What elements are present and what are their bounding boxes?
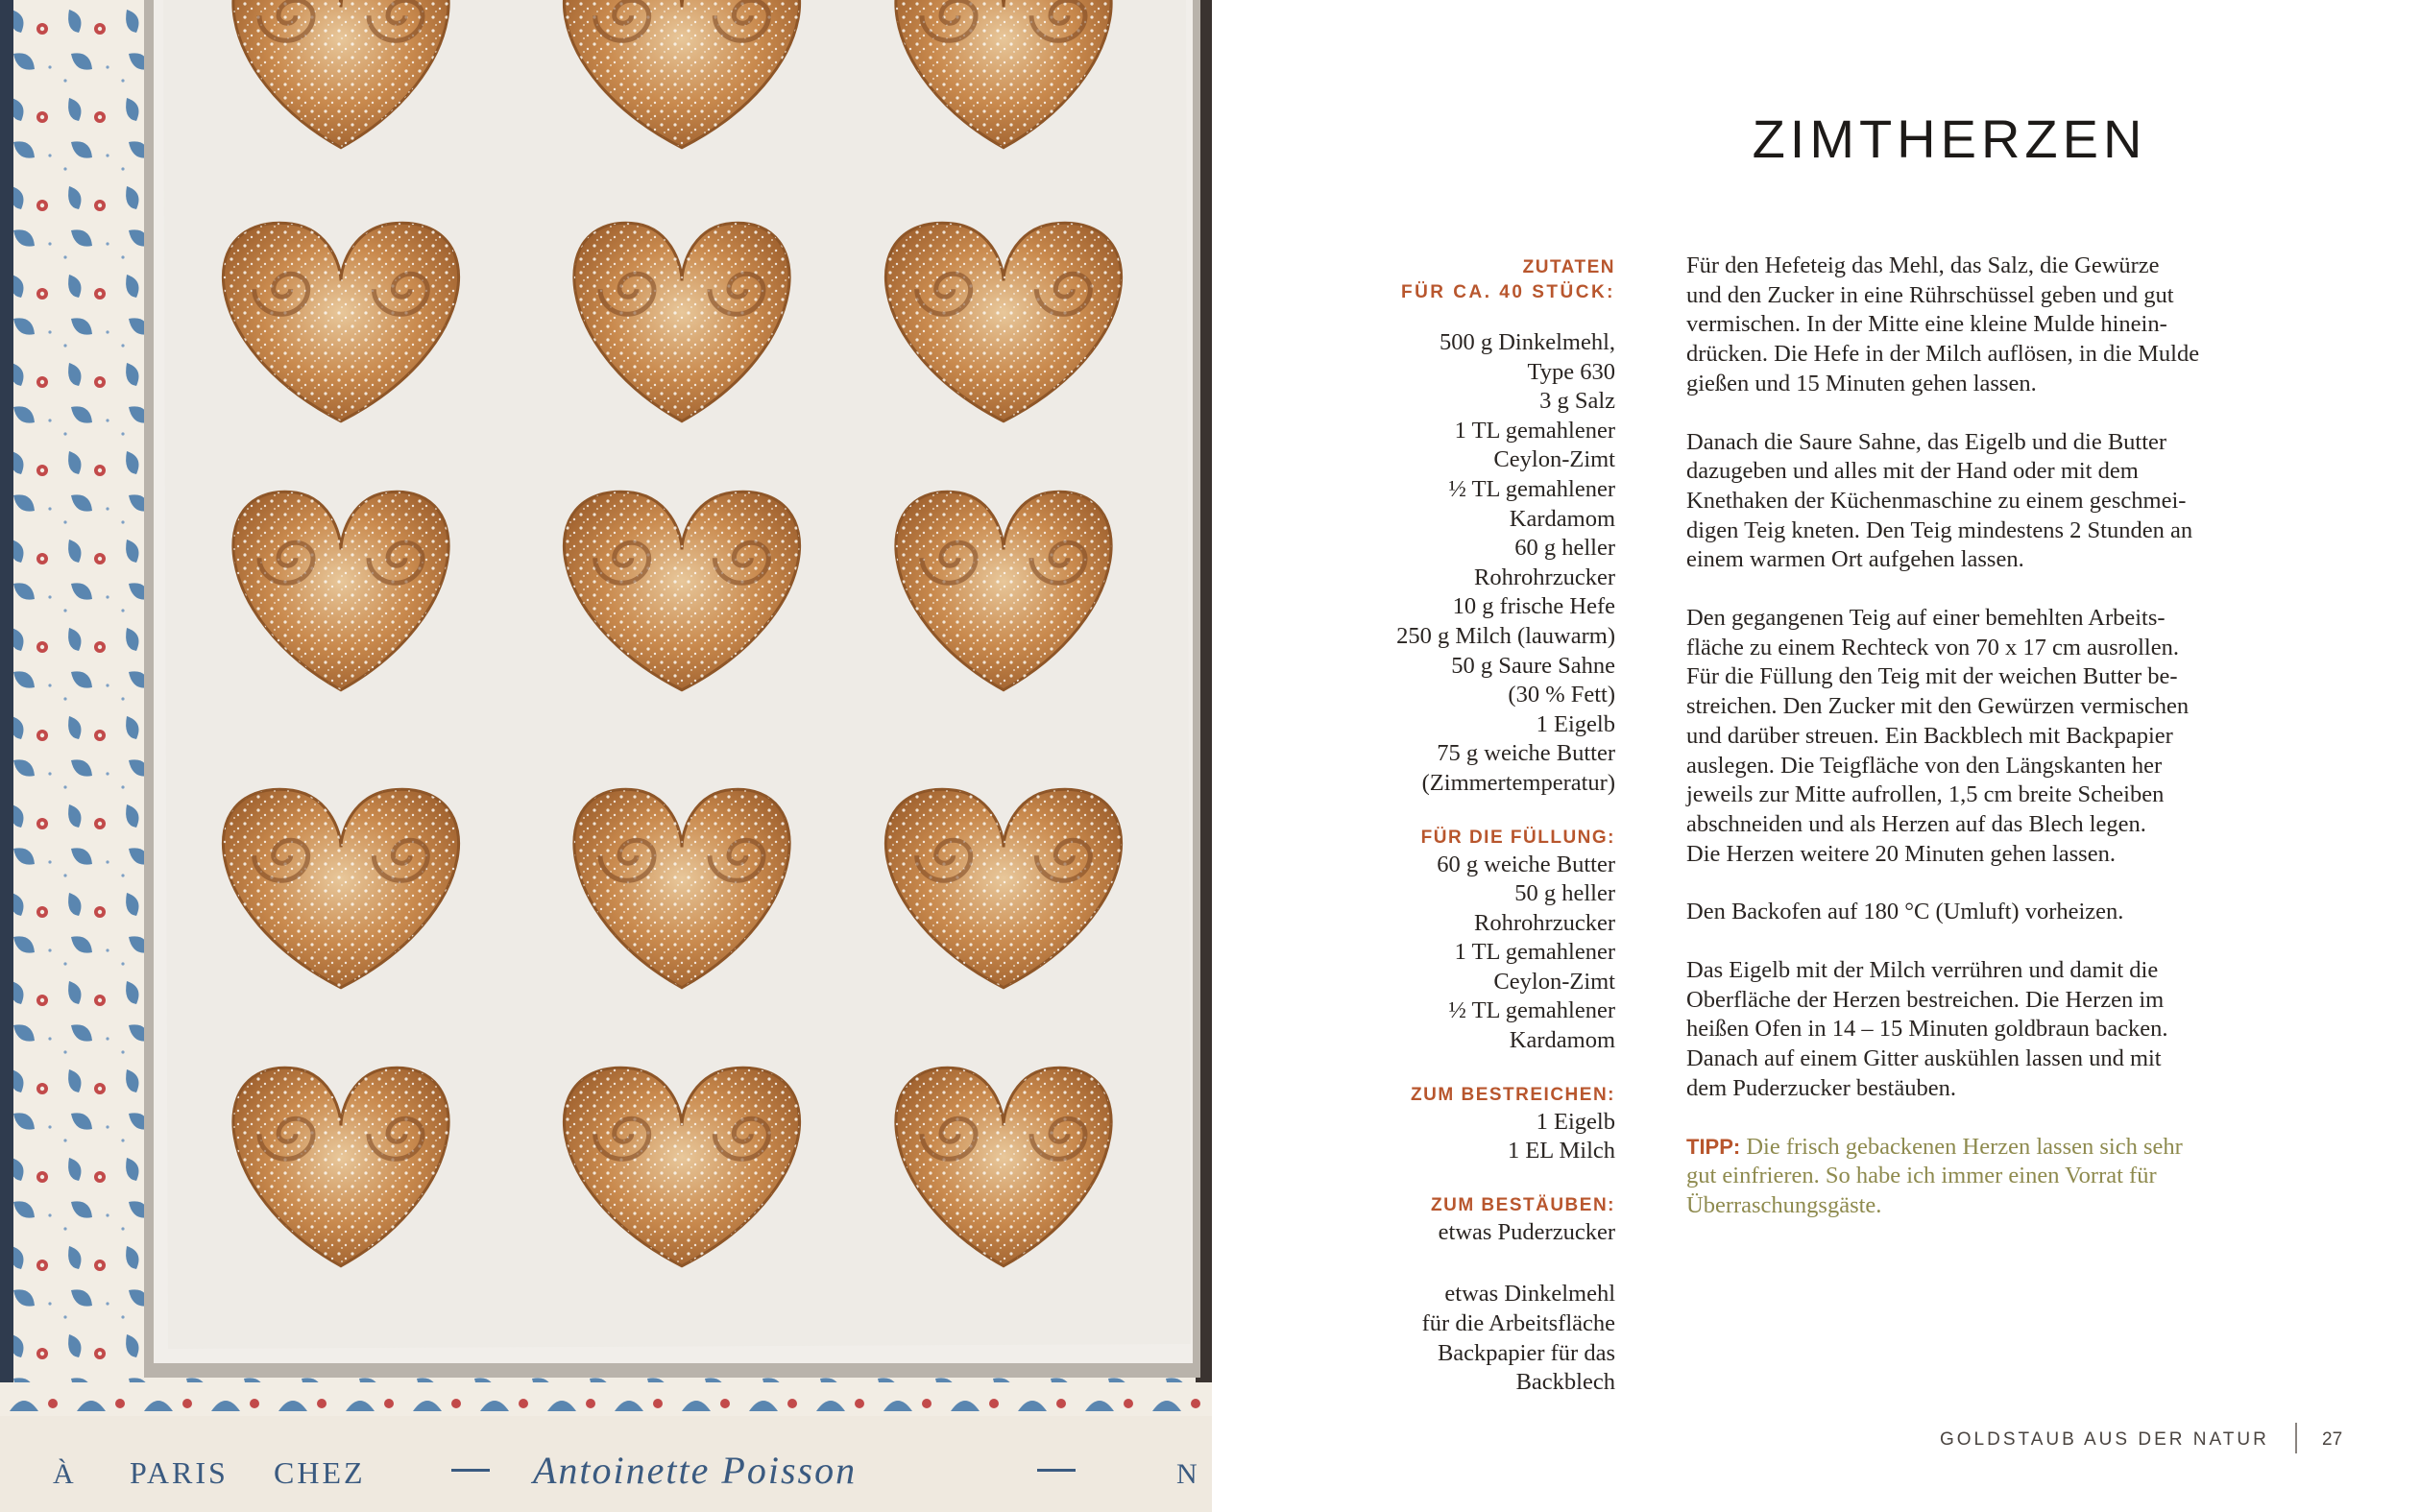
text-line: Danach die Saure Sahne, das Eigelb und die Butter <box>1686 428 2167 455</box>
text-line: Backblech <box>1515 1369 1615 1396</box>
text-line: Den Backofen auf 180 °C (Umluft) vorheizen. <box>1686 899 2124 925</box>
text-line: Kardamom <box>1509 1027 1615 1054</box>
tip-line-2: gut einfrieren. So habe ich immer einen Vorrat für <box>1686 1163 2157 1189</box>
method-column <box>1686 252 2274 1250</box>
text-line: 1 TL gemahlener <box>1454 939 1615 966</box>
tip-paragraph <box>1686 1133 2274 1221</box>
ingredients-column <box>1344 255 1615 1398</box>
text-line: Backpapier für das <box>1437 1339 1615 1366</box>
text-line: etwas Dinkelmehl <box>1444 1281 1615 1308</box>
text-line: Für die Füllung den Teig mit der weichen Butter be- <box>1686 663 2178 690</box>
text-line: 50 g heller <box>1514 880 1615 907</box>
dust-ingredient-list <box>1344 1218 1615 1248</box>
ingredients-heading: ZUTATEN <box>1522 257 1615 277</box>
text-line: 3 g Salz <box>1539 388 1615 415</box>
dough-ingredient-list <box>1344 328 1615 799</box>
text-line: streichen. Den Zucker mit den Gewürzen vermischen <box>1686 693 2190 720</box>
text-line: fläche zu einem Rechteck von 70 x 17 cm ausrollen. <box>1686 634 2179 660</box>
text-line: Kardamom <box>1509 505 1615 532</box>
text-line: Danach auf einem Gitter auskühlen lassen und mit <box>1686 1045 2162 1072</box>
text-line: Das Eigelb mit der Milch verrühren und damit die <box>1686 957 2159 984</box>
text-line: 75 g weiche Butter <box>1437 740 1615 767</box>
tray-text-n: N <box>1176 1458 1198 1490</box>
text-line: Oberfläche der Herzen bestreichen. Die Herzen im <box>1686 986 2165 1013</box>
method-step-5 <box>1686 956 2274 1104</box>
text-line: dazugeben und alles mit der Hand oder mit dem <box>1686 458 2139 485</box>
text-line: abschneiden und als Herzen auf das Blech legen. <box>1686 810 2146 837</box>
text-line: Type 630 <box>1527 358 1615 385</box>
text-line: Die Herzen weitere 20 Minuten gehen lassen. <box>1686 840 2116 867</box>
tray-text-paris: PARIS <box>130 1455 229 1490</box>
dust-heading: ZUM BESTÄUBEN: <box>1431 1194 1615 1215</box>
text-line: vermischen. In der Mitte eine kleine Mulde hinein- <box>1686 311 2167 338</box>
tray-text-chez: CHEZ <box>274 1455 366 1490</box>
recipe-title: ZIMTHERZEN <box>1752 108 2147 169</box>
tip-line-3: Überraschungsgäste. <box>1686 1191 1882 1218</box>
text-line: heißen Ofen in 14 – 15 Minuten goldbraun backen. <box>1686 1016 2168 1043</box>
text-line: 1 EL Milch <box>1507 1138 1615 1164</box>
brush-ingredient-list <box>1344 1108 1615 1166</box>
method-step-3 <box>1686 604 2274 869</box>
yield-heading: FÜR CA. 40 STÜCK: <box>1400 282 1615 302</box>
text-line: (30 % Fett) <box>1508 682 1615 708</box>
footer-divider <box>2295 1423 2297 1453</box>
method-step-2 <box>1686 428 2274 576</box>
page-number: 27 <box>2322 1429 2343 1450</box>
tray-text-antoinette: Antoinette Poisson <box>533 1449 858 1492</box>
text-line: ½ TL gemahlener <box>1448 997 1615 1024</box>
text-line: 250 g Milch (lauwarm) <box>1396 622 1615 649</box>
tip-line-1: Die frisch gebackenen Herzen lassen sich sehr <box>1740 1133 2183 1160</box>
tray-text-a: À <box>53 1458 74 1490</box>
text-line: 500 g Dinkelmehl, <box>1439 329 1615 355</box>
text-line: 60 g weiche Butter <box>1437 851 1615 877</box>
text-line: gießen und 15 Minuten gehen lassen. <box>1686 370 2037 396</box>
text-line: 1 Eigelb <box>1536 710 1615 737</box>
text-line: und darüber streuen. Ein Backblech mit Backpapier <box>1686 722 2173 749</box>
filling-heading: FÜR DIE FÜLLUNG: <box>1420 827 1615 848</box>
tip-label: TIPP: <box>1686 1134 1741 1159</box>
brush-heading: ZUM BESTREICHEN: <box>1411 1084 1615 1105</box>
text-line: 50 g Saure Sahne <box>1451 652 1615 679</box>
text-line: ½ TL gemahlener <box>1448 475 1615 502</box>
text-line: Rohrohrzucker <box>1474 909 1615 936</box>
filling-ingredient-list <box>1344 851 1615 1056</box>
text-line: digen Teig kneten. Den Teig mindestens 2 Stunden an <box>1686 516 2193 543</box>
text-line: Knethaken der Küchenmaschine zu einem geschmei- <box>1686 487 2187 514</box>
text-line: dem Puderzucker bestäuben. <box>1686 1074 1956 1101</box>
extra-ingredient-list <box>1344 1280 1615 1397</box>
text-line: (Zimmertemperatur) <box>1421 769 1615 796</box>
text-line: jeweils zur Mitte aufrollen, 1,5 cm breite Scheiben <box>1686 781 2165 808</box>
text-line: 1 TL gemahlener <box>1454 417 1615 444</box>
text-line: auslegen. Die Teigfläche von den Längskanten her <box>1686 752 2163 779</box>
text-line: 1 Eigelb <box>1536 1108 1615 1135</box>
text-line: drücken. Die Hefe in der Milch auflösen, in die Mulde <box>1686 341 2200 368</box>
method-step-4 <box>1686 898 2274 927</box>
text-line: Rohrohrzucker <box>1474 564 1615 590</box>
text-line: einem warmen Ort aufgehen lassen. <box>1686 546 2024 573</box>
text-line: 60 g heller <box>1514 535 1615 562</box>
text-line: und den Zucker in eine Rührschüssel geben und gut <box>1686 281 2174 308</box>
text-line: Ceylon-Zimt <box>1493 446 1615 473</box>
footer-section-title: GOLDSTAUB AUS DER NATUR <box>1940 1429 2269 1450</box>
text-line: Ceylon-Zimt <box>1493 968 1615 995</box>
text-line: für die Arbeitsfläche <box>1421 1310 1615 1337</box>
text-line: Den gegangenen Teig auf einer bemehlten Arbeits- <box>1686 605 2166 632</box>
text-line: 10 g frische Hefe <box>1452 593 1615 620</box>
text-line: etwas Puderzucker <box>1438 1218 1615 1245</box>
text-line: Für den Hefeteig das Mehl, das Salz, die Gewürze <box>1686 252 2160 278</box>
method-step-1 <box>1686 252 2274 399</box>
